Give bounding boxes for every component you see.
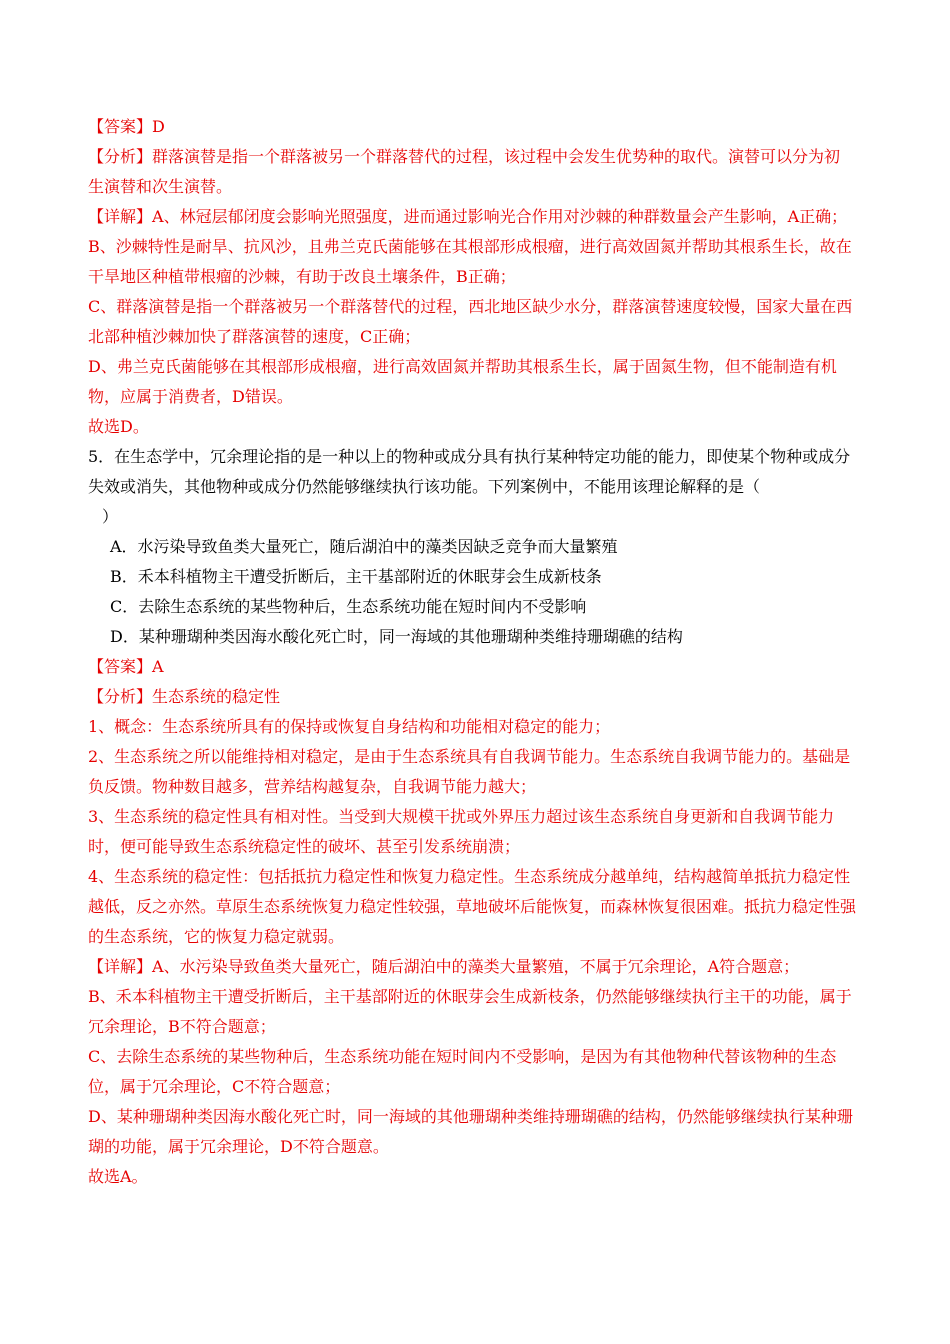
answer-tag: 【答案】 (88, 657, 153, 676)
detail-text: A、水污染导致鱼类大量死亡，随后湖泊中的藻类大量繁殖，不属于冗余理论，A符合题意； (152, 957, 800, 976)
q5-point-4: 4、生态系统的稳定性：包括抵抗力稳定性和恢复力稳定性。生态系统成分越单纯，结构越简单抵抗力稳定性越低，反之亦然。草原生态系统恢复力稳定性较强，草地破坏后能恢复，而森林恢复很困难。抵抗力稳定性强的生态系统，它的恢复力稳定就弱。 (88, 867, 857, 946)
analysis-tag: 【分析】 (88, 687, 153, 706)
answer-value: A (152, 657, 164, 676)
q4-conclusion: 故选D。 (88, 417, 149, 436)
q5-detail-c: C、去除生态系统的某些物种后，生态系统功能在短时间内不受影响，是因为有其他物种代替该物种的生态位，属于冗余理论，C不符合题意； (88, 1047, 837, 1096)
q5-stem-text: 5．在生态学中，冗余理论指的是一种以上的物种或成分具有执行某种特定功能的能力，即使某个物种或成分失效或消失，其他物种或成分仍然能够继续执行该功能。下列案例中，不能用该理论解释的是（ (88, 447, 851, 496)
detail-text: A、林冠层郁闭度会影响光照强度，进而通过影响光合作用对沙棘的种群数量会产生影响，A正确； (152, 207, 848, 226)
q4-detail-a (88, 202, 856, 232)
answer-value: D (152, 117, 165, 136)
analysis-text: 生态系统的稳定性 (152, 687, 281, 706)
q5-detail-a (88, 952, 856, 982)
q5-option-d: D．某种珊瑚种类因海水酸化死亡时，同一海域的其他珊瑚种类维持珊瑚礁的结构 (110, 627, 683, 646)
q4-detail-d: D、弗兰克氏菌能够在其根部形成根瘤，进行高效固氮并帮助其根系生长，属于固氮生物，但不能制造有机物，应属于消费者，D错误。 (88, 357, 837, 406)
q5-answer (88, 652, 856, 682)
q5-option-c: C．去除生态系统的某些物种后，生态系统功能在短时间内不受影响 (110, 597, 587, 616)
q5-option-a: A．水污染导致鱼类大量死亡，随后湖泊中的藻类因缺乏竞争而大量繁殖 (110, 537, 618, 556)
document-content (88, 112, 856, 1192)
q5-option-b: B．禾本科植物主干遭受折断后，主干基部附近的休眠芽会生成新枝条 (110, 567, 602, 586)
q5-detail-b: B、禾本科植物主干遭受折断后，主干基部附近的休眠芽会生成新枝条，仍然能够继续执行主干的功能，属于冗余理论，B不符合题意； (88, 987, 852, 1036)
q5-stem (88, 442, 856, 502)
q4-answer (88, 112, 856, 142)
q5-point-2: 2、生态系统之所以能维持相对稳定，是由于生态系统具有自我调节能力。生态系统自我调节能力的。基础是负反馈。物种数目越多，营养结构越复杂，自我调节能力越大； (88, 747, 851, 796)
answer-tag: 【答案】 (88, 117, 153, 136)
q4-detail-c: C、群落演替是指一个群落被另一个群落替代的过程，西北地区缺少水分，群落演替速度较慢，国家大量在西北部种植沙棘加快了群落演替的速度，C正确； (88, 297, 853, 346)
analysis-tag: 【分析】 (88, 147, 153, 166)
q5-stem-close: ） (102, 507, 119, 526)
q5-conclusion: 故选A。 (88, 1167, 148, 1186)
q4-analysis (88, 142, 856, 202)
q5-point-1: 1、概念：生态系统所具有的保持或恢复自身结构和功能相对稳定的能力； (88, 717, 611, 736)
detail-tag: 【详解】 (88, 207, 153, 226)
q5-detail-d: D、某种珊瑚种类因海水酸化死亡时，同一海域的其他珊瑚种类维持珊瑚礁的结构，仍然能够继续执行某种珊瑚的功能，属于冗余理论，D不符合题意。 (88, 1107, 853, 1156)
analysis-text: 群落演替是指一个群落被另一个群落替代的过程，该过程中会发生优势种的取代。演替可以分为初生演替和次生演替。 (88, 147, 841, 196)
q5-point-3: 3、生态系统的稳定性具有相对性。当受到大规模干扰或外界压力超过该生态系统自身更新和自我调节能力时，便可能导致生态系统稳定性的破坏、甚至引发系统崩溃； (88, 807, 835, 856)
q4-detail-b: B、沙棘特性是耐旱、抗风沙，且弗兰克氏菌能够在其根部形成根瘤，进行高效固氮并帮助其根系生长，故在干旱地区种植带根瘤的沙棘，有助于改良土壤条件，B正确； (88, 237, 852, 286)
detail-tag: 【详解】 (88, 957, 153, 976)
q5-analysis (88, 682, 856, 712)
